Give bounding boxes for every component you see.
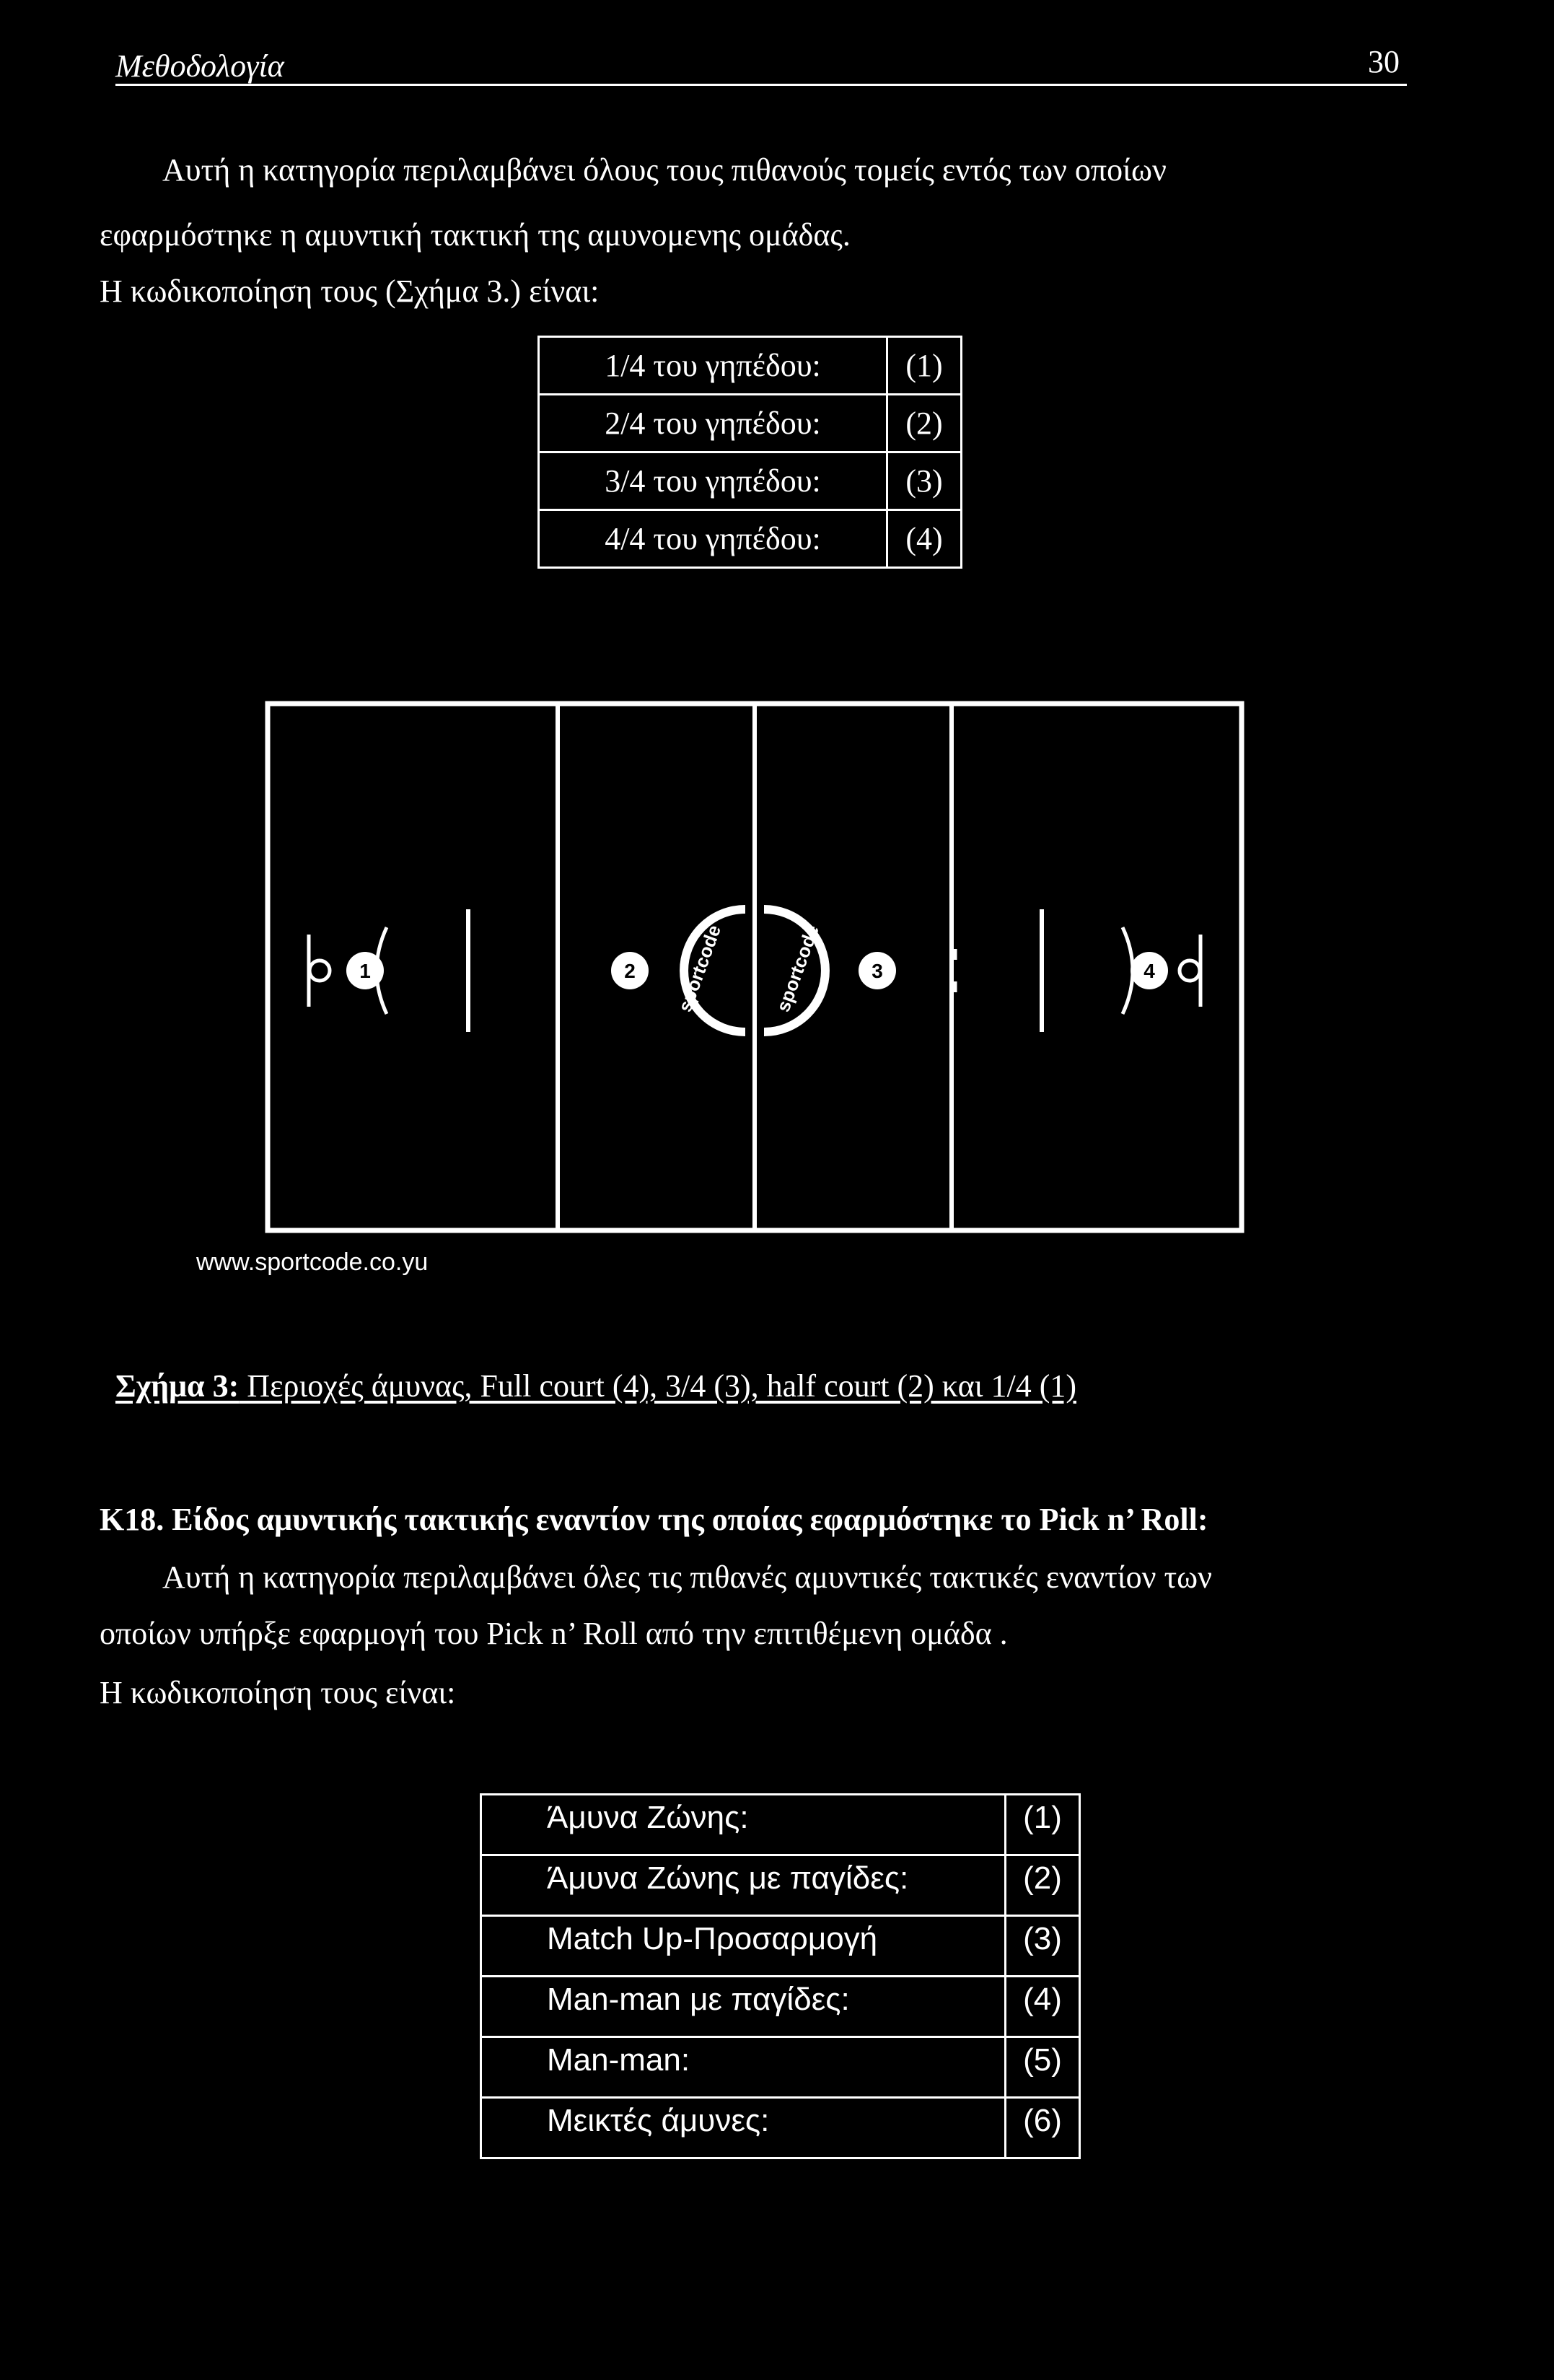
table-cell-code: (3) (1006, 1916, 1080, 1977)
table-row (481, 1916, 1080, 1977)
table-cell-code: (1) (1006, 1795, 1080, 1855)
running-header-title: Μεθοδολογία (115, 48, 284, 84)
table-cell-code: (3) (887, 452, 962, 510)
table-cell-label: 3/4 του γηπέδου: (539, 452, 887, 510)
header-rule (115, 84, 1407, 86)
table-row (481, 2037, 1080, 2098)
right-rim (1180, 961, 1200, 981)
table-cell-label: Man-man με παγίδες: (481, 1977, 1006, 2037)
left-rim (310, 961, 330, 981)
table-cell-label: Άμυνα Ζώνης με παγίδες: (481, 1855, 1006, 1916)
table-cell-label: Μεικτές άμυνες: (481, 2098, 1006, 2158)
page-number: 30 (1368, 44, 1400, 79)
center-logo-right: sportcode (771, 922, 824, 1015)
zone-marker-4-label: 4 (1143, 960, 1155, 982)
zone-marker-1 (346, 952, 384, 989)
section-heading-k18: Κ18. Είδος αμυντικής τακτικής εναντίον της οποίας εφαρμόστηκε το Pick n’ Roll: (100, 1502, 1208, 1537)
figure-caption (115, 1368, 1076, 1404)
table-row (481, 1795, 1080, 1855)
table-row (539, 395, 962, 452)
table-cell-code: (2) (1006, 1855, 1080, 1916)
zone-marker-4 (1131, 952, 1168, 989)
paragraph1-line3: Η κωδικοποίηση τους (Σχήμα 3.) είναι: (100, 274, 600, 309)
table-cell-label: Άμυνα Ζώνης: (481, 1795, 1006, 1855)
k18-line3: Η κωδικοποίηση τους είναι: (100, 1675, 456, 1710)
table-cell-code: (4) (1006, 1977, 1080, 2037)
defense-type-codes-table (480, 1793, 1081, 2159)
table-cell-code: (4) (887, 510, 962, 568)
paragraph1-line1: Αυτή η κατηγορία περιλαμβάνει όλους τους πιθανούς τομείς εντός των οποίων (162, 152, 1167, 188)
zone-marker-2 (611, 952, 649, 989)
table-cell-label: 4/4 του γηπέδου: (539, 510, 887, 568)
table-row (539, 510, 962, 568)
table-cell-code: (1) (887, 337, 962, 395)
table-cell-label: 1/4 του γηπέδου: (539, 337, 887, 395)
table-cell-code: (6) (1006, 2098, 1080, 2158)
table-cell-code: (5) (1006, 2037, 1080, 2098)
table-cell-label: Match Up-Προσαρμογή (481, 1916, 1006, 1977)
table-row (481, 1855, 1080, 1916)
k18-line1: Αυτή η κατηγορία περιλαμβάνει όλες τις πιθανές αμυντικές τακτικές εναντίον των (162, 1559, 1213, 1595)
figure-caption-text: Περιοχές άμυνας, Full court (4), 3/4 (3), half court (2) και 1/4 (1) (239, 1368, 1076, 1404)
court-area-codes-table (537, 336, 962, 569)
figure-source: www.sportcode.co.yu (196, 1248, 429, 1276)
table-cell-label: 2/4 του γηπέδου: (539, 395, 887, 452)
k18-line2: οποίων υπήρξε εφαρμογή του Pick n’ Roll από την επιτιθέμενη ομάδα . (100, 1616, 1008, 1651)
table-cell-code: (2) (887, 395, 962, 452)
court-diagram (264, 700, 1245, 1234)
table-row (481, 1977, 1080, 2037)
center-logo-left: sportcode (673, 922, 726, 1015)
table-cell-label: Man-man: (481, 2037, 1006, 2098)
table-row (539, 452, 962, 510)
zone-marker-3-label: 3 (872, 960, 883, 982)
table-row (539, 337, 962, 395)
zone-marker-1-label: 1 (359, 960, 371, 982)
zone-marker-3 (859, 952, 896, 989)
zone-marker-2-label: 2 (624, 960, 636, 982)
figure-caption-label: Σχήμα 3: (115, 1368, 240, 1404)
paragraph1-line2: εφαρμόστηκε η αμυντική τακτική της αμυνομενης ομάδας. (100, 217, 851, 253)
table-row (481, 2098, 1080, 2158)
